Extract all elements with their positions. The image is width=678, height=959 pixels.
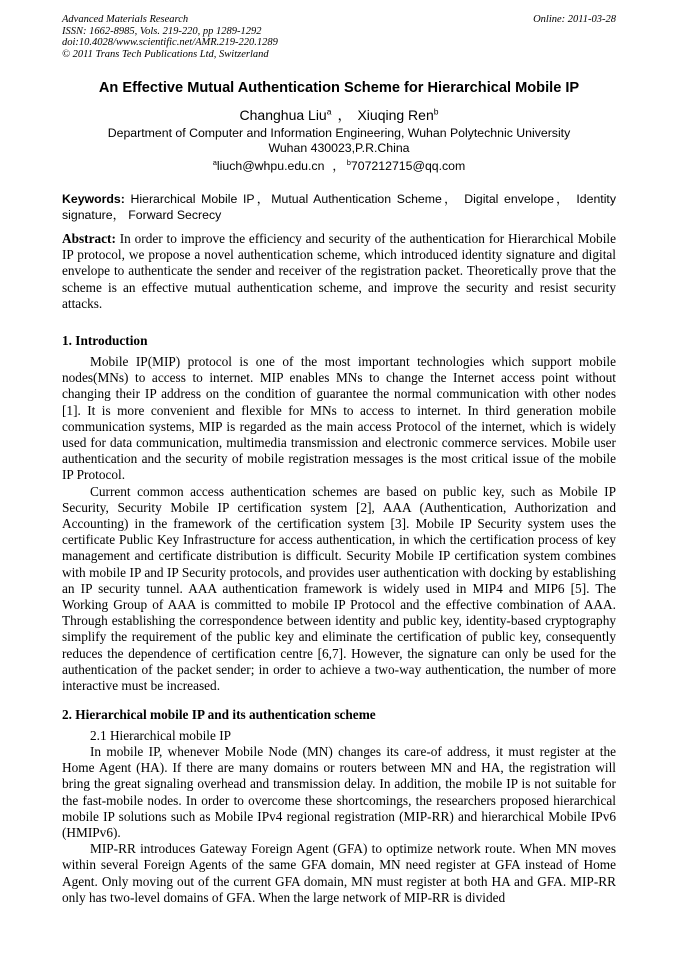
paragraph: MIP-RR introduces Gateway Foreign Agent (GFA) to optimize network route. When MN moves within several Foreign Agents of the same GFA domain, MN need register at GFA instead of Home Agent. Only moving out of the current GFA domain, MN must register at both HA and GFA. MIP-RR only has two-level domains of GFA. When the large network of MIP-RR is divided	[62, 841, 616, 905]
paragraph: In mobile IP, whenever Mobile Node (MN) changes its care-of address, it must register at the Home Agent (HA). If there are many domains or routers between MN and HA, the registration will bring the great signaling overhead and transmission delay. In addition, the mobile IP is not suitable for the fast-mobile nodes. In order to overcome these shortcomings, the researchers proposed hierarchical mobile IP solutions such as Mobile IPv4 regional registration (MIP-RR) and hierarchical Mobile IPv6 (HMIPv6).	[62, 744, 616, 841]
abstract	[62, 231, 616, 312]
email-b: 707212715@qq.com	[350, 159, 466, 173]
author-marker: b	[433, 106, 439, 117]
email-a: liuch@whpu.edu.cn	[216, 159, 325, 173]
email-marker: a	[212, 157, 217, 167]
journal-name: Advanced Materials Research	[62, 14, 189, 25]
issn-line: ISSN: 1662-8985, Vols. 219-220, pp 1289-1292	[62, 25, 262, 37]
author-line	[40, 105, 638, 125]
abstract-label: Abstract:	[62, 231, 116, 246]
email-line	[40, 156, 638, 174]
section-body	[62, 354, 616, 694]
subsection-heading: 2.1 Hierarchical mobile IP	[90, 728, 232, 743]
section-body	[62, 744, 616, 906]
paragraph: Current common access authentication schemes are based on public key, such as Mobile IP Security, Security Mobile IP certification system [2], AAA (Authentication, Authorization and Accounting) in the framework of the certification system [3]. Mobile IP Security system uses the certificate Public Key Infrastructure for access authentication, in which the certification process of key management and certificate distribution is difficult. Security Mobile IP certification system combines with mobile IP and IP Security protocols, and provides user authentication with docking by establishing an IP security tunnel. AAA authentication framework is widely used in MIP4 and MIP6 [5]. The Working Group of AAA is committed to mobile IP Protocol and the effective combination of AAA. Through establishing the correspondence between identity and public key, identity-based cryptography simplify the requirement of the public key and eliminate the certification of public key, consequently reduces the dependence of certification centre [6,7]. However, the signature can only be used for the authentication of the packet sender; in order to achieve a two-way authentication, the number of more interactive must be increased.	[62, 483, 616, 694]
email-separator: ，	[332, 159, 345, 173]
keywords-label: Keywords:	[62, 192, 125, 206]
author-name: Xiuqing Ren	[357, 107, 434, 123]
author-marker: a	[326, 106, 332, 117]
affiliation-address: Wuhan 430023,P.R.China	[268, 141, 410, 155]
email-marker: b	[346, 157, 351, 167]
keywords	[62, 191, 616, 223]
keywords-text: Hierarchical Mobile IP，Mutual Authentication Scheme， Digital envelope， Identity signature， Forward Secrecy	[62, 192, 616, 222]
paper-title: An Effective Mutual Authentication Scheme for Hierarchical Mobile IP	[98, 80, 580, 96]
author-separator: ，	[337, 107, 352, 123]
section-heading: 1. Introduction	[62, 333, 148, 348]
doi-line: doi:10.4028/www.scientific.net/AMR.219-220.1289	[62, 37, 278, 49]
section-heading: 2. Hierarchical mobile IP and its authentication scheme	[62, 707, 376, 722]
paragraph: Mobile IP(MIP) protocol is one of the most important technologies which support mobile nodes(MNs) to access to internet. MIP enables MNs to change the Internet access point without changing their IP address on the condition of guarantee the normal communication with other nodes [1]. It is more convenient and flexible for MNs to access to internet. In third generation mobile communication systems, MIP is regarded as the main access Protocol of the internet, which is widely used for data communication, multimedia transmission and electronic commerce services. Mobile user authentication and the security of mobile registration messages is the most critical issue of the mobile IP Protocol.	[62, 354, 616, 483]
online-date: Online: 2011-03-28	[533, 14, 616, 25]
abstract-text: In order to improve the efficiency and security of the authentication for Hierarchical Mobile IP protocol, we propose a novel authentication scheme, which introduced identity signature and digital envelope to authenticate the sender and receiver of the registration packet. Theoretically prove that the scheme is an effective mutual authentication scheme, and improve the security and resist security attacks.	[62, 231, 616, 311]
author-name: Changhua Liu	[239, 107, 327, 123]
copyright-line: © 2011 Trans Tech Publications Ltd, Switzerland	[62, 48, 269, 60]
affiliation-line: Department of Computer and Information Engineering, Wuhan Polytechnic University	[107, 126, 571, 140]
journal-header	[62, 14, 616, 60]
